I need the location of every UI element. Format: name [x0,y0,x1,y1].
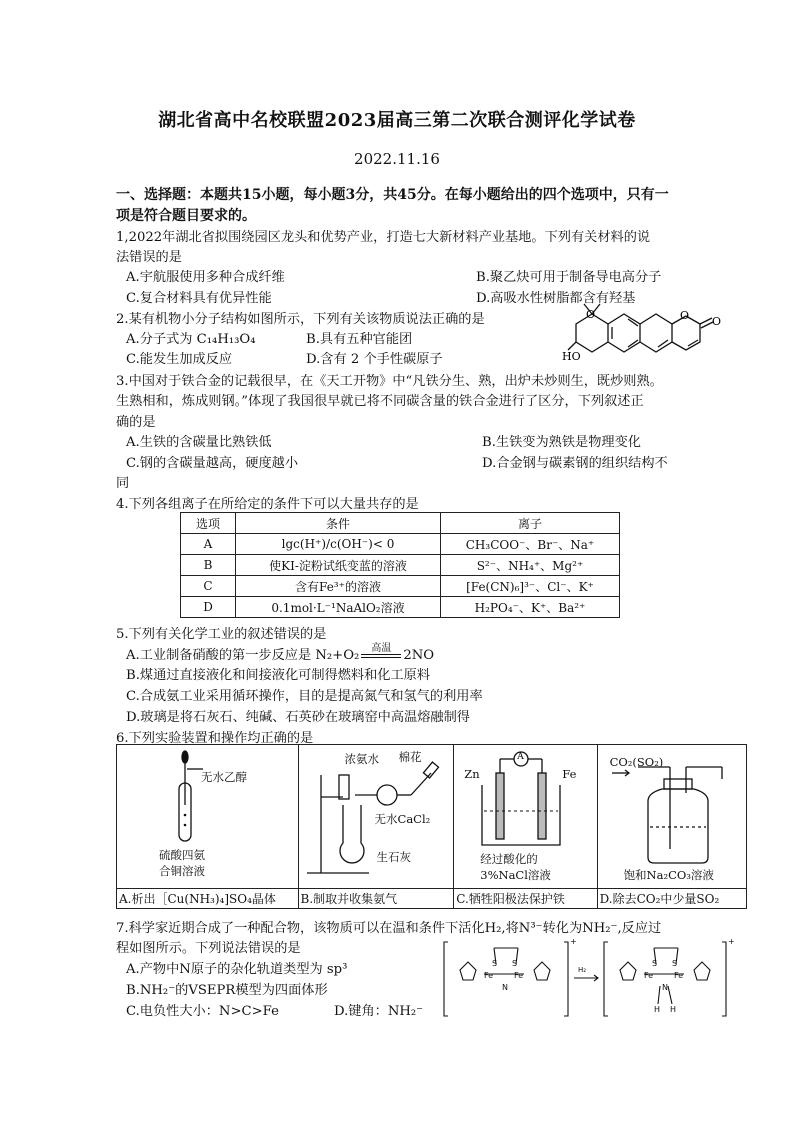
scheme-charge2: + [728,937,735,946]
q3-option-a: A.生铁的含碳量比熟铁低 [126,435,272,450]
page-title: 湖北省高中名校联盟2023届高三第二次联合测评化学试卷 [158,110,636,131]
ammeter-label: A [517,752,524,762]
scheme-s2: S [512,959,518,968]
scheme-s4: S [672,959,678,968]
q3-option-b: B.生铁变为熟铁是物理变化 [482,435,641,450]
scheme-fe1: Fe [484,971,494,980]
svg-text:O: O [680,309,690,322]
label-gas-mixture: CO₂(SO₂) [609,755,664,769]
header-option: 选项 [181,513,236,534]
row-option: C [181,576,236,597]
q7-stem-line1: 7.科学家近期合成了一种配合物，该物质可以在温和条件下活化H₂,将N³⁻转化为NH₂⁻,反应过 [116,921,662,936]
row-ions: H₂PO₄⁻、K⁺、Ba²⁺ [441,597,620,618]
q1-option-a: A.宇航服使用多种合成纤维 [126,270,285,285]
label-fe: Fe [562,767,577,781]
row-condition: 使KI-淀粉试纸变蓝的溶液 [236,555,441,576]
ion-table-header [181,513,620,534]
q1-stem-line1: 1,2022年湖北省拟围绕园区龙头和优势产业，打造七大新材料产业基地。下列有关材料的说 [116,230,651,245]
table-row [181,576,620,597]
experiment-table [116,744,747,909]
label-quicklime: 生石灰 [376,850,412,864]
row-option: A [181,534,236,555]
section-heading-line2: 项是符合题目要求的。 [116,208,256,224]
q3-stem-line2: 生熟相和，炼成则钢。”体现了我国很早就已将不同碳含量的铁合金进行了区分，下列叙述正 [116,394,644,409]
q7-option-c: C.电负性大小：N>C>Fe [126,1004,279,1019]
table-row [181,555,620,576]
scheme-n1: N [502,983,508,992]
q7-stem-line2: 程如图所示。下列说法错误的是 [116,941,301,956]
q5-option-d: D.玻璃是将石灰石、纯碱、石英砂在玻璃窑中高温熔融制得 [126,710,470,725]
q7-option-b: B.NH₂⁻的VSEPR模型为四面体形 [126,983,328,998]
reaction-arrow [359,643,403,663]
q3-option-d: D.合金钢与碳素钢的组织结构不 [482,456,668,471]
q2-option-a: A.分子式为 C₁₄H₁₃O₄ [126,332,256,347]
row-option: B [181,555,236,576]
apparatus-c [454,745,597,889]
reaction-condition: 高温 [371,643,392,654]
q5-stem: 5.下列有关化学工业的叙述错误的是 [116,627,327,642]
q7-option-a: A.产物中N原子的杂化轨道类型为 sp³ [126,962,348,977]
q1-option-c: C.复合材料具有优异性能 [126,291,272,306]
row-condition: 0.1mol·L⁻¹NaAlO₂溶液 [236,597,441,618]
row-condition: 含有Fe³⁺的溶液 [236,576,441,597]
scheme-fe4: Fe [674,971,684,980]
apparatus-b [298,745,454,889]
scheme-s3: S [652,959,658,968]
exam-date: 2022.11.16 [354,150,440,168]
dropper-tube-icon [117,745,298,888]
apparatus-d [597,745,746,889]
label-zn: Zn [464,767,480,781]
label-nacl: 3%NaCl溶液 [480,868,551,882]
q5-option-c: C.合成氨工业采用循环操作，目的是提高氮气和氢气的利用率 [126,689,483,704]
q5-option-a [126,644,434,663]
q4-stem: 4.下列各组离子在所给定的条件下可以大量共存的是 [116,497,419,512]
caption-b: B.制取并收集氨气 [298,889,454,909]
q2-option-d: D.含有 2 个手性碳原子 [306,352,443,367]
scheme-h-a: H [654,1005,661,1014]
scheme-n2: N [662,983,668,992]
q2-stem: 2.某有机物小分子结构如图所示，下列有关该物质说法正确的是 [116,312,485,327]
q5-a-rhs: 2NO [403,648,435,663]
q2-option-c: C.能发生加成反应 [126,352,233,367]
coumarin-structure-figure [562,300,732,368]
q1-option-b: B.聚乙炔可用于制备导电高分子 [476,270,662,285]
label-acidified: 经过酸化的 [480,852,538,866]
label-cotton: 棉花 [398,750,422,764]
scheme-h2: H₂ [578,966,587,974]
label-solution-1: 硫酸四氨 [159,848,205,862]
q5-option-b: B.煤通过直接液化和间接液化可制得燃料和化工原料 [126,668,431,683]
row-ions: [Fe(CN)₆]³⁻、Cl⁻、K⁺ [441,576,620,597]
scheme-charge1: + [570,937,577,946]
ion-table [180,512,620,618]
q7-option-d: D.键角：NH₂⁻ [334,1004,424,1019]
svg-text:O: O [586,308,596,321]
q6-stem: 6.下列实验装置和操作均正确的是 [116,731,314,746]
q3-stem-line3: 确的是 [116,415,156,430]
row-ions: CH₃COO⁻、Br⁻、Na⁺ [441,534,620,555]
q3-option-c: C.钢的含碳量越高，硬度越小 [126,456,299,471]
svg-text:O: O [712,315,722,328]
reaction-scheme-figure [438,934,738,1024]
table-row [181,534,620,555]
scheme-fe3: Fe [644,971,654,980]
q1-stem-line2: 法错误的是 [116,250,182,265]
label-conc-ammonia: 浓氨水 [344,752,380,766]
caption-c: C.牺牲阳极法保护铁 [454,889,597,909]
header-condition: 条件 [236,513,441,534]
ho-label: HO [562,350,581,363]
scheme-h-b: H [670,1005,677,1014]
caption-d: D.除去CO₂中少量SO₂ [597,889,746,909]
q2-option-b: B.具有五种官能团 [306,332,413,347]
label-cacl2: 无水CaCl₂ [374,812,431,826]
section-heading-line1: 一、选择题：本题共15小题，每小题3分，共45分。在每小题给出的四个选项中，只有一 [116,187,669,203]
q1-option-d: D.高吸水性树脂都含有羟基 [476,291,636,306]
caption-a: A.析出［Cu(NH₃)₄]SO₄晶体 [117,889,299,909]
label-ethanol: 无水乙醇 [201,770,247,784]
q5-a-lhs: A.工业制备硝酸的第一步反应是 N₂+O₂ [126,648,360,663]
row-option: D [181,597,236,618]
header-ions: 离子 [441,513,620,534]
scheme-fe2: Fe [514,971,524,980]
q3-option-d-cont: 同 [116,476,130,491]
apparatus-a [117,745,299,889]
label-solution-2: 合铜溶液 [159,864,205,878]
table-row [181,597,620,618]
scheme-s1: S [492,959,498,968]
label-na2co3: 饱和Na₂CO₃溶液 [623,868,714,882]
q3-stem-line1: 3.中国对于铁合金的记载很早，在《天工开物》中“凡铁分生、熟，出炉未炒则生，既炒则熟。 [116,374,663,389]
row-condition: lgc(H⁺)/c(OH⁻)< 0 [236,534,441,555]
row-ions: S²⁻、NH₄⁺、Mg²⁺ [441,555,620,576]
